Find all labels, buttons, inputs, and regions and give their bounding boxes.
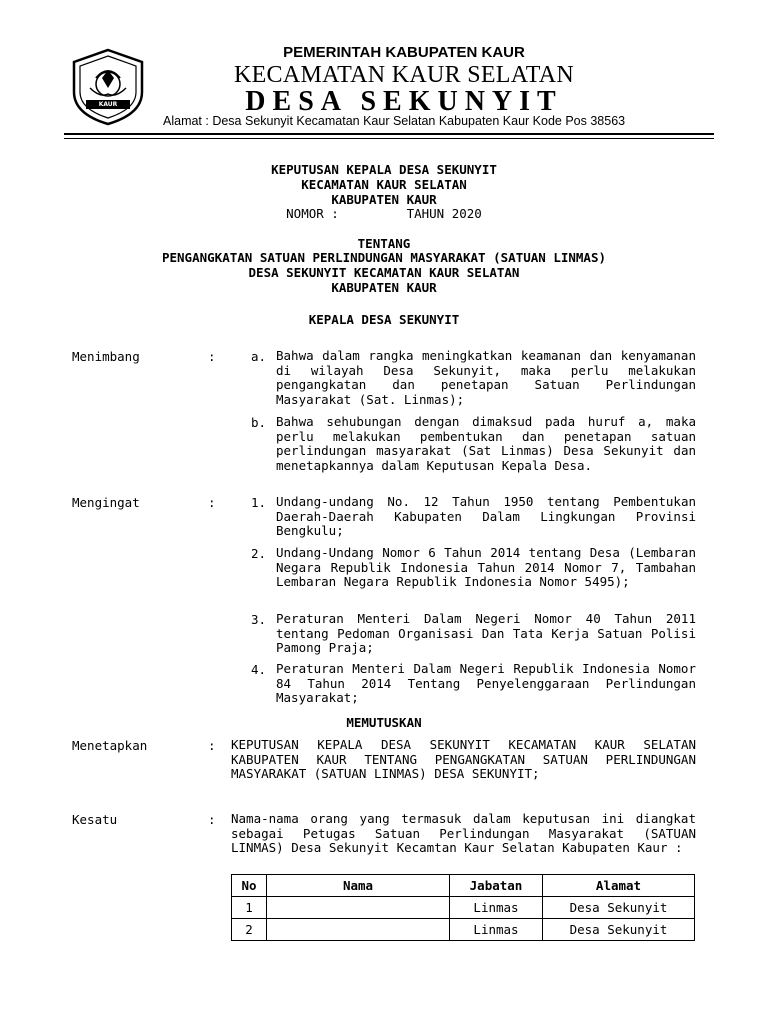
letterhead-government: PEMERINTAH KABUPATEN KAUR — [283, 44, 525, 61]
subject-line-2: DESA SEKUNYIT KECAMATAN KAUR SELATAN — [248, 265, 520, 280]
mengingat-item-num: 1. — [250, 495, 266, 510]
issuer-heading: KEPALA DESA SEKUNYIT — [308, 312, 460, 327]
mengingat-item-num: 4. — [250, 662, 266, 677]
mengingat-colon: : — [208, 495, 216, 510]
kesatu-text: Nama-nama orang yang termasuk dalam keputusan ini diangkat sebagai Petugas Satuan Perlindungan Masyarakat (SATUAN LINMAS) Desa Sekunyit Kecamtan Kaur Selatan Kabupaten Kaur : — [231, 811, 696, 855]
cell-nama — [267, 897, 450, 919]
kesatu-colon: : — [208, 812, 216, 827]
column-header-jabatan: Jabatan — [450, 875, 543, 897]
menetapkan-label: Menetapkan — [72, 738, 148, 753]
cell-no: 1 — [232, 897, 267, 919]
subject-line-3: KABUPATEN KAUR — [331, 280, 437, 295]
mengingat-item-num: 3. — [250, 612, 266, 627]
mengingat-item-num: 2. — [250, 546, 266, 561]
mengingat-label: Mengingat — [72, 495, 140, 510]
letterhead-rule-thick — [64, 133, 714, 135]
menimbang-item-num: a. — [250, 349, 266, 364]
column-header-alamat: Alamat — [543, 875, 695, 897]
letterhead-district: KECAMATAN KAUR SELATAN — [233, 62, 575, 88]
column-header-no: No — [232, 875, 267, 897]
menimbang-item-num: b. — [250, 415, 266, 430]
table-row — [232, 919, 695, 941]
memutuskan-heading: MEMUTUSKAN — [346, 715, 422, 730]
menetapkan-colon: : — [208, 738, 216, 753]
subject-line-1: PENGANGKATAN SATUAN PERLINDUNGAN MASYARAKAT (SATUAN LINMAS) — [161, 250, 606, 265]
letterhead-village: DESA SEKUNYIT — [245, 86, 563, 117]
letterhead-address: Alamat : Desa Sekunyit Kecamatan Kaur Selatan Kabupaten Kaur Kode Pos 38563 — [163, 114, 626, 128]
mengingat-item-text: Undang-undang No. 12 Tahun 1950 tentang Pembentukan Daerah-Daerah Kabupaten Dalam Lingkungan Provinsi Bengkulu; — [276, 494, 696, 538]
menetapkan-text: KEPUTUSAN KEPALA DESA SEKUNYIT KECAMATAN KAUR SELATAN KABUPATEN KAUR TENTANG PENGANGKATAN SATUAN PERLINDUNGAN MASYARAKAT (SATUAN LINMAS) DESA SEKUNYIT; — [231, 737, 696, 781]
menimbang-colon: : — [208, 349, 216, 364]
mengingat-item-text: Peraturan Menteri Dalam Negeri Nomor 40 Tahun 2011 tentang Pedoman Organisasi Dan Tata Kerja Satuan Polisi Pamong Praja; — [276, 611, 696, 655]
cell-no: 2 — [232, 919, 267, 941]
cell-nama — [267, 919, 450, 941]
column-header-nama: Nama — [267, 875, 450, 897]
decree-district: KECAMATAN KAUR SELATAN — [301, 177, 467, 192]
cell-jabatan: Linmas — [450, 897, 543, 919]
cell-alamat: Desa Sekunyit — [543, 919, 695, 941]
cell-alamat: Desa Sekunyit — [543, 897, 695, 919]
menimbang-item-text: Bahwa dalam rangka meningkatkan keamanan dan kenyamanan di wilayah Desa Sekunyit, maka perlu melakukan pengangkatan dan penetapan Satuan Perlindungan Masyarakat (Sat. Linmas); — [276, 348, 696, 407]
subject-heading: TENTANG — [357, 236, 411, 251]
emblem-label: KAUR — [98, 101, 118, 108]
mengingat-item-text: Peraturan Menteri Dalam Negeri Republik Indonesia Nomor 84 Tahun 2014 Tentang Penyelenggaraan Perlindungan Masyarakat; — [276, 661, 696, 705]
cell-jabatan: Linmas — [450, 919, 543, 941]
table-header-row — [232, 875, 695, 897]
menimbang-label: Menimbang — [72, 349, 140, 364]
table-row — [232, 897, 695, 919]
letterhead-rule-thin — [64, 138, 714, 139]
decree-title: KEPUTUSAN KEPALA DESA SEKUNYIT — [271, 162, 497, 177]
decree-number: NOMOR : TAHUN 2020 — [286, 206, 482, 221]
linmas-members-table — [231, 874, 695, 941]
decree-regency: KABUPATEN KAUR — [331, 192, 437, 207]
menimbang-item-text: Bahwa sehubungan dengan dimaksud pada huruf a, maka perlu melakukan pembentukan dan penetapan satuan perlindungan masyarakat (Sat Linmas) Desa Sekunyit dan menetapkannya dalam Keputusan Kepala Desa. — [276, 414, 696, 473]
kesatu-label: Kesatu — [72, 812, 118, 827]
mengingat-item-text: Undang-Undang Nomor 6 Tahun 2014 tentang Desa (Lembaran Negara Republik Indonesia Tahun 2014 Nomor 7, Tambahan Lembaran Negara Republik Indonesia Nomor 5495); — [276, 545, 696, 589]
